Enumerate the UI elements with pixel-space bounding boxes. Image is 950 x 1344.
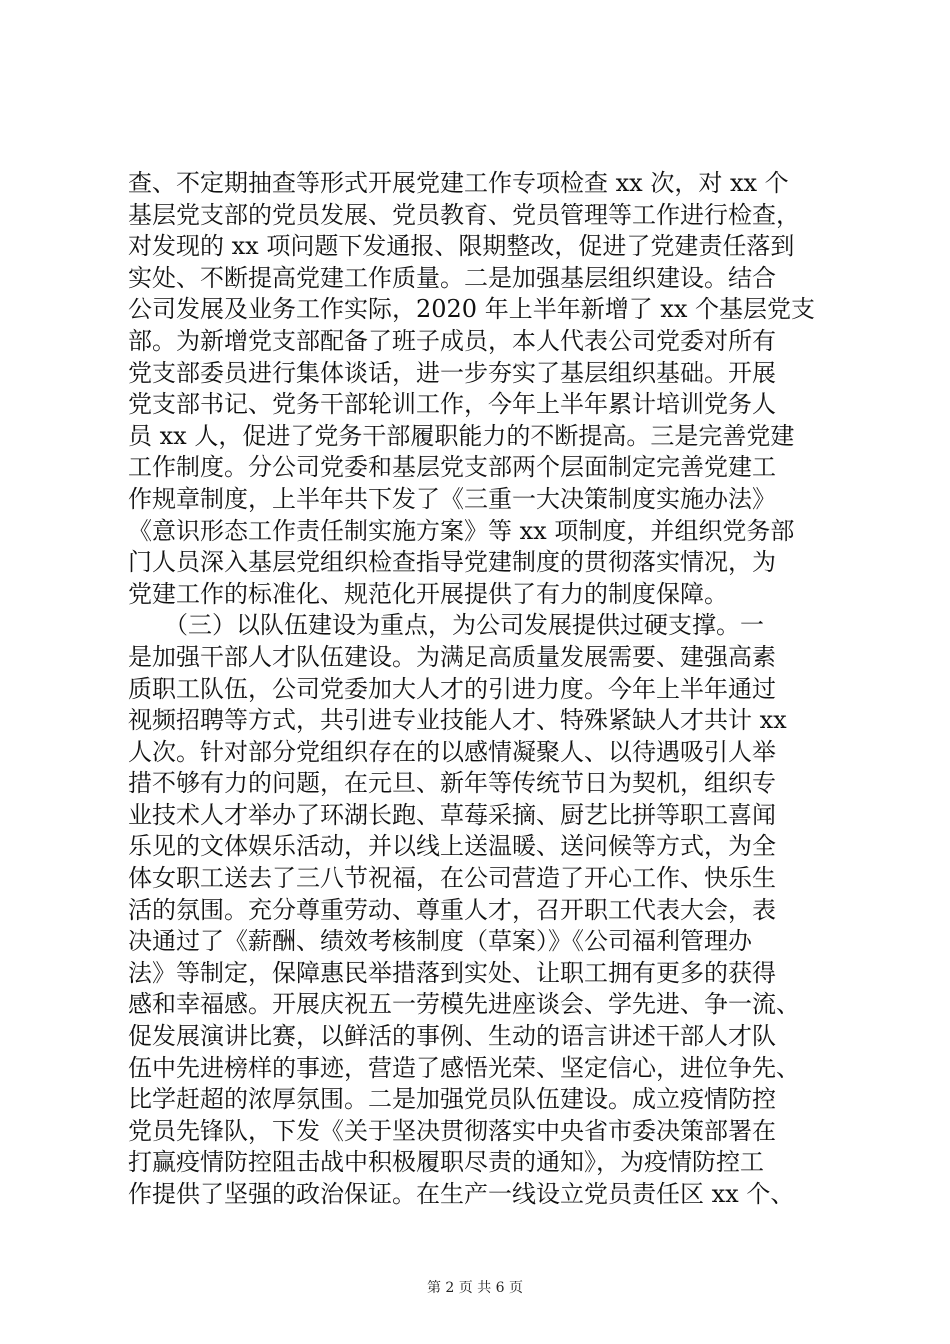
text-line: 促发展演讲比赛，以鲜活的事例、生动的语言讲述干部人才队	[128, 1022, 776, 1051]
text-line: 法》等制定，保障惠民举措落到实处、让职工拥有更多的获得	[128, 958, 776, 987]
text-line: 查、不定期抽查等形式开展党建工作专项检查 xx 次，对 xx 个	[128, 169, 789, 197]
page-indicator: 第 2 页 共 6 页	[426, 1280, 524, 1296]
text-line: 措不够有力的问题，在元旦、新年等传统节日为契机，组织专	[128, 769, 776, 798]
text-line: 作提供了坚强的政治保证。在生产一线设立党员责任区 xx 个、	[128, 1180, 795, 1208]
text-line: 党支部书记、党务干部轮训工作，今年上半年累计培训党务人	[128, 390, 776, 419]
text-line: 实处、不断提高党建工作质量。二是加强基层组织建设。结合	[128, 263, 776, 292]
document-body	[128, 168, 828, 1211]
text-line: 党支部委员进行集体谈话，进一步夯实了基层组织基础。开展	[128, 358, 776, 387]
text-line: 打赢疫情防控阻击战中积极履职尽责的通知》，为疫情防控工	[128, 1148, 764, 1177]
text-line: 工作制度。分公司党委和基层党支部两个层面制定完善党建工	[128, 453, 776, 482]
text-line: 决通过了《薪酬、绩效考核制度（草案）》《公司福利管理办	[128, 927, 752, 956]
text-line: 对发现的 xx 项问题下发通报、限期整改，促进了党建责任落到	[128, 232, 795, 261]
text-line: 党员先锋队，下发《关于坚决贯彻落实中央省市委决策部署在	[128, 1116, 776, 1145]
text-line: 《意识形态工作责任制实施方案》等 xx 项制度，并组织党务部	[128, 516, 795, 545]
text-line: 党建工作的标准化、规范化开展提供了有力的制度保障。	[128, 579, 728, 608]
text-line: 业技术人才举办了环湖长跑、草莓采摘、厨艺比拼等职工喜闻	[128, 800, 776, 829]
text-line: 视频招聘等方式，共引进专业技能人才、特殊紧缺人才共计 xx	[128, 706, 787, 735]
text-line: 比学赶超的浓厚氛围。二是加强党员队伍建设。成立疫情防控	[128, 1085, 776, 1114]
paragraph-2	[128, 610, 828, 1210]
text-line: 感和幸福感。开展庆祝五一劳模先进座谈会、学先进、争一流、	[128, 990, 800, 1019]
text-line: 基层党支部的党员发展、党员教育、党员管理等工作进行检查，	[128, 200, 800, 229]
text-line: 门人员深入基层党组织检查指导党建制度的贯彻落实情况，为	[128, 548, 776, 577]
text-line: 乐见的文体娱乐活动，并以线上送温暖、送问候等方式，为全	[128, 832, 776, 861]
text-line: 活的氛围。充分尊重劳动、尊重人才，召开职工代表大会，表	[128, 895, 776, 924]
text-line: 公司发展及业务工作实际，2020 年上半年新增了 xx 个基层党支	[128, 295, 816, 324]
text-line: （三）以队伍建设为重点，为公司发展提供过硬支撑。一	[128, 611, 764, 640]
page-footer	[0, 1278, 950, 1298]
text-line: 部。为新增党支部配备了班子成员，本人代表公司党委对所有	[128, 326, 776, 355]
text-line: 人次。针对部分党组织存在的以感情凝聚人、以待遇吸引人举	[128, 737, 776, 766]
text-line: 伍中先进榜样的事迹，营造了感悟光荣、坚定信心，进位争先、	[128, 1053, 800, 1082]
text-line: 员 xx 人，促进了党务干部履职能力的不断提高。三是完善党建	[128, 421, 795, 450]
text-line: 质职工队伍，公司党委加大人才的引进力度。今年上半年通过	[128, 674, 776, 703]
paragraph-1	[128, 168, 828, 610]
text-line: 作规章制度，上半年共下发了《三重一大决策制度实施办法》	[128, 484, 776, 513]
text-line: 是加强干部人才队伍建设。为满足高质量发展需要、建强高素	[128, 642, 776, 671]
text-line: 体女职工送去了三八节祝福，在公司营造了开心工作、快乐生	[128, 864, 776, 893]
